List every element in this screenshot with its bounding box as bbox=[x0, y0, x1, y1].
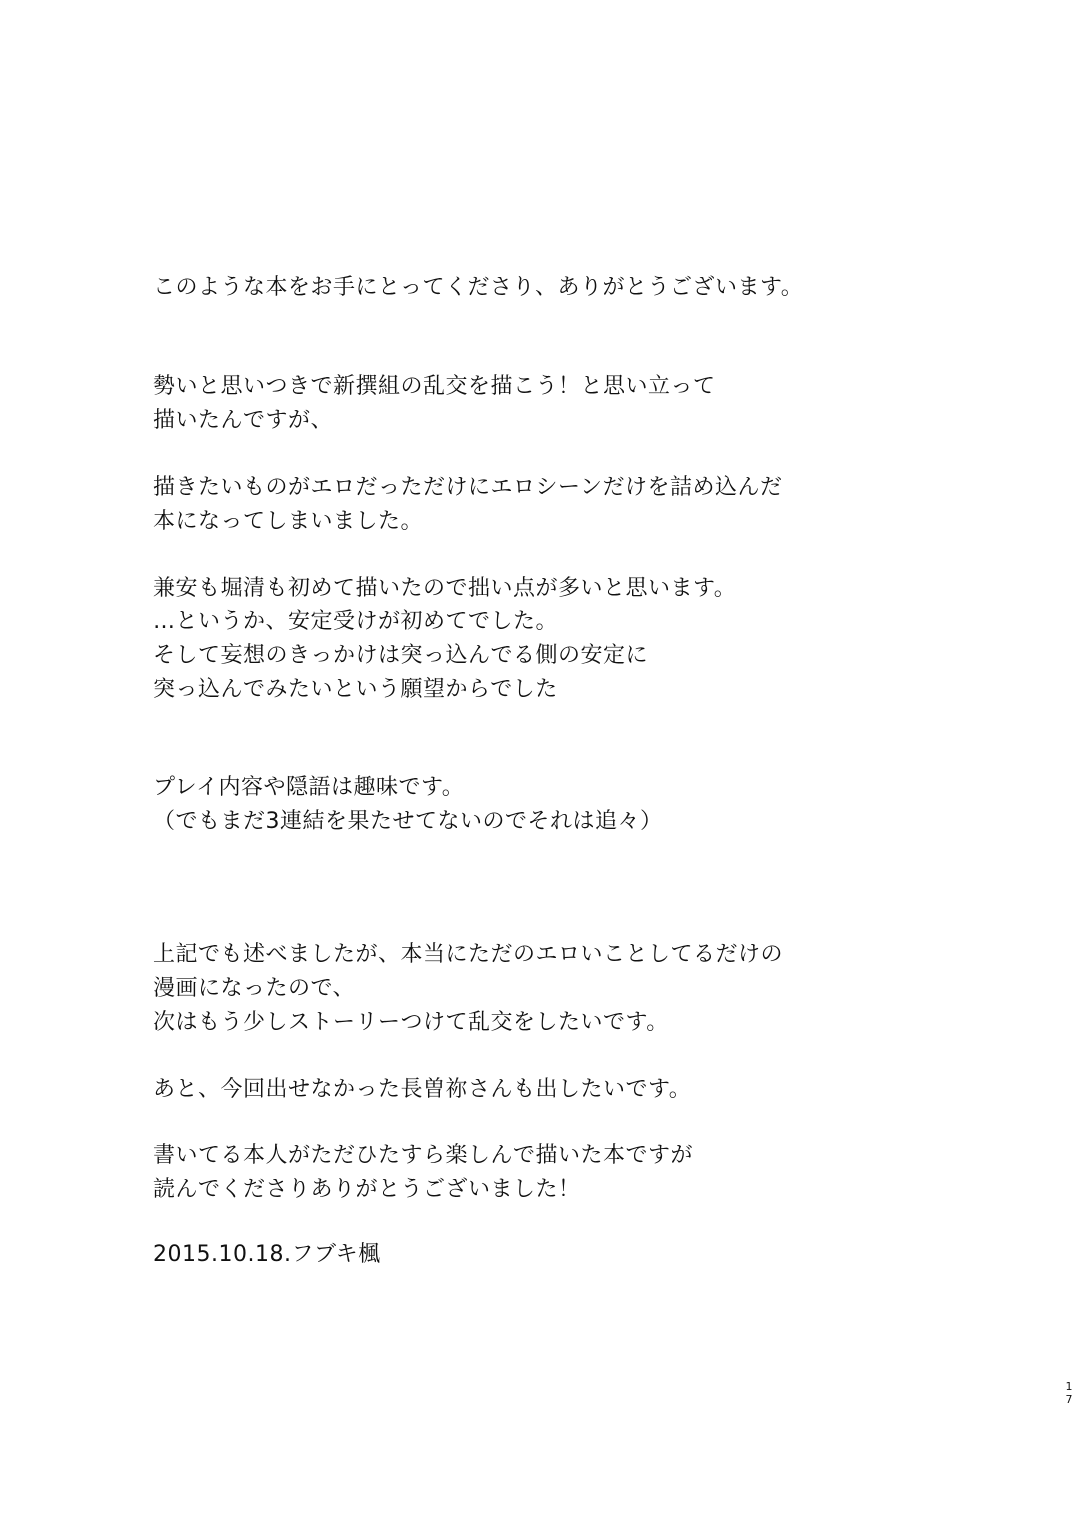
afterword-line: 読んでくださりありがとうございました！ bbox=[153, 1177, 581, 1202]
afterword-line: プレイ内容や隠語は趣味です。 bbox=[153, 775, 465, 800]
afterword-line-thanks: このような本をお手にとってくださり、ありがとうございます。 bbox=[153, 275, 804, 300]
afterword-line: 漫画になったので、 bbox=[153, 976, 356, 1001]
signature-date: 2015.10.18.フブキ楓 bbox=[153, 1242, 381, 1267]
afterword-line: 描きたいものがエロだっただけにエロシーンだけを詰め込んだ bbox=[153, 475, 783, 500]
afterword-line: 勢いと思いつきで新撰組の乱交を描こう！と思い立って bbox=[153, 374, 716, 399]
afterword-line: 描いたんですが、 bbox=[153, 408, 334, 433]
afterword-line: 次はもう少しストーリーつけて乱交をしたいです。 bbox=[153, 1010, 669, 1035]
afterword-line: 上記でも述べましたが、本当にただのエロいことしてるだけの bbox=[153, 942, 784, 967]
afterword-line: あと、今回出せなかった長曽祢さんも出したいです。 bbox=[153, 1077, 692, 1102]
afterword-line: …というか、安定受けが初めてでした。 bbox=[153, 609, 559, 634]
afterword-line: そして妄想のきっかけは突っ込んでる側の安定に bbox=[153, 643, 649, 668]
afterword-line: 突っ込んでみたいという願望からでした bbox=[153, 677, 558, 702]
afterword-line: 書いてる本人がただひたすら楽しんで描いた本ですが bbox=[153, 1143, 694, 1168]
afterword-line: 本になってしまいました。 bbox=[153, 509, 424, 534]
afterword-line: （でもまだ3連結を果たせてないのでそれは追々） bbox=[153, 809, 663, 834]
page-number: 1 7 bbox=[1065, 1380, 1073, 1406]
afterword-line: 兼安も堀清も初めて描いたので拙い点が多いと思います。 bbox=[153, 576, 737, 601]
